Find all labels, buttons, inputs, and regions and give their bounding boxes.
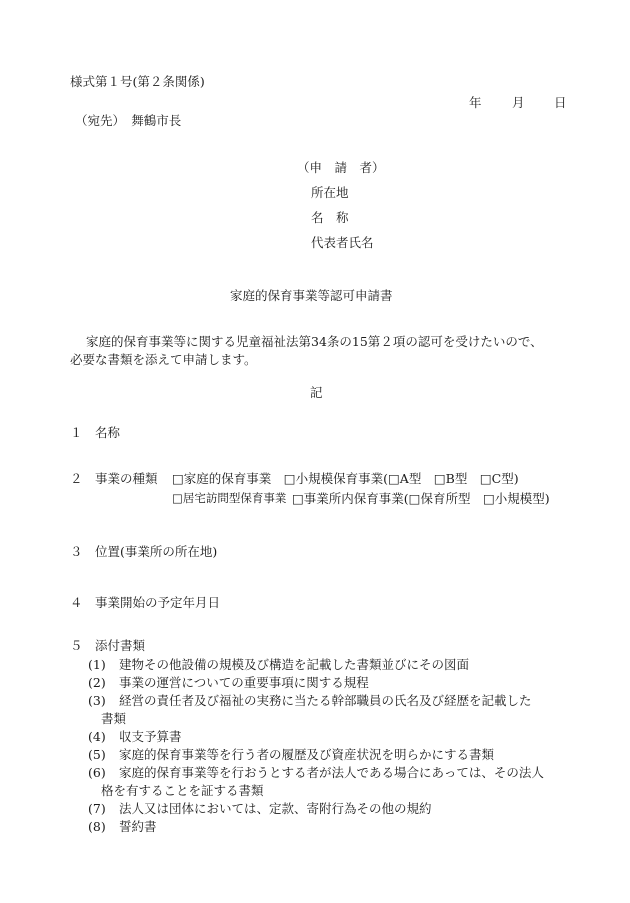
intro-line-1: 家庭的保育事業等に関する児童福祉法第34条の15第２項の認可を受けたいので、 [86, 334, 543, 349]
applicant-name-label: 名 称 [311, 210, 349, 225]
list-item [88, 729, 182, 744]
list-item-number: (5) [88, 747, 106, 762]
section-5-label: ５ 添付書類 [70, 638, 146, 653]
list-item [88, 657, 470, 672]
list-item-text: 事業の運営についての重要事項に関する規程 [119, 675, 369, 690]
list-item [88, 747, 495, 762]
list-item-number: (6) [88, 765, 106, 780]
document-title: 家庭的保育事業等認可申請書 [230, 288, 393, 303]
section-1-name: １ 名称 [70, 425, 121, 440]
list-item-continuation: 格を有することを証する書類 [101, 783, 264, 798]
section-2-label: ２ 事業の種類 [70, 471, 158, 486]
section-3-location: ３ 位置(事業所の所在地) [70, 544, 218, 559]
list-item-text: 家庭的保育事業等を行う者の履歴及び資産状況を明らかにする書類 [119, 747, 495, 762]
form-number: 様式第１号(第２条関係) [70, 74, 205, 89]
date-day-label: 日 [554, 95, 567, 110]
list-item-number: (3) [88, 693, 106, 708]
list-item-number: (7) [88, 801, 106, 816]
list-item-text: 建物その他設備の規模及び構造を記載した書類並びにその図面 [119, 657, 470, 672]
list-item-number: (4) [88, 729, 106, 744]
section-4-start-date: ４ 事業開始の予定年月日 [70, 595, 221, 610]
list-item-text: 誓約書 [119, 819, 157, 834]
list-item [88, 765, 544, 780]
applicant-representative-label: 代表者氏名 [311, 235, 374, 250]
list-item-number: (2) [88, 675, 106, 690]
intro-line-2: 必要な書類を添えて申請します。 [70, 352, 257, 367]
list-item [88, 819, 157, 834]
date-year-label: 年 [469, 95, 482, 110]
list-item-continuation: 書類 [101, 711, 127, 726]
list-item-number: (1) [88, 657, 106, 672]
list-item-text: 収支予算書 [119, 729, 182, 744]
applicant-address-label: 所在地 [311, 185, 349, 200]
date-month-label: 月 [512, 95, 525, 110]
addressee: （宛先） 舞鶴市長 [75, 113, 182, 128]
list-item [88, 693, 532, 708]
applicant-heading: （申 請 者） [297, 160, 385, 175]
ki-heading: 記 [310, 385, 323, 400]
list-item [88, 675, 369, 690]
list-item-text: 法人又は団体においては、定款、寄附行為その他の規約 [119, 801, 432, 816]
list-item-text: 家庭的保育事業等を行おうとする者が法人である場合にあっては、その法人 [119, 765, 544, 780]
list-item [88, 801, 432, 816]
list-item-number: (8) [88, 819, 106, 834]
section-2-options-row-1: □家庭的保育事業 □小規模保育事業(□A型 □B型 □C型) [172, 471, 519, 486]
section-2-option-home-visit: □居宅訪問型保育事業 [172, 491, 287, 505]
section-2-option-workplace: □事業所内保育事業(□保育所型 □小規模型) [292, 491, 550, 506]
list-item-text: 経営の責任者及び福祉の実務に当たる幹部職員の氏名及び経歴を記載した [119, 693, 532, 708]
